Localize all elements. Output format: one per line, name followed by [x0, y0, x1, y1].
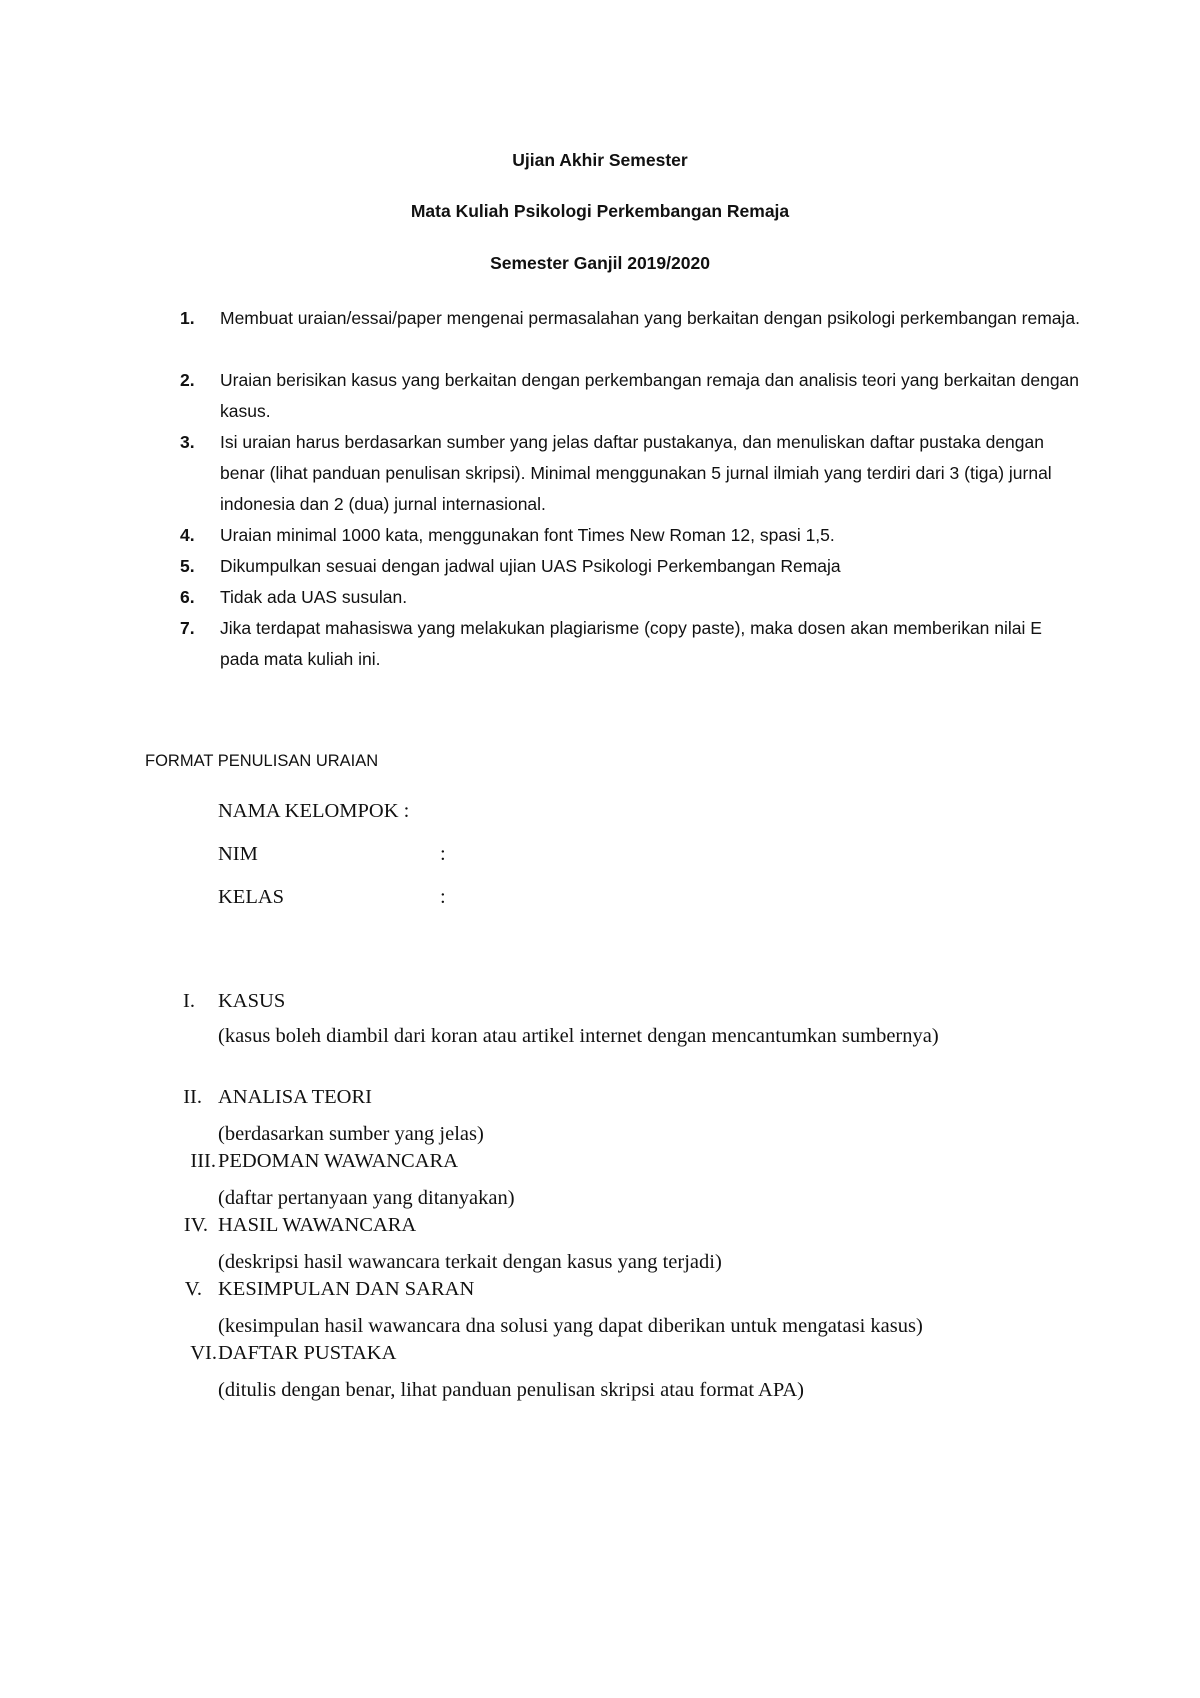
- rule-text: Uraian minimal 1000 kata, menggunakan font Times New Roman 12, spasi 1,5.: [220, 525, 835, 545]
- rule-text: Uraian berisikan kasus yang berkaitan dengan perkembangan remaja dan analisis teori yang berkaitan dengan kasus.: [220, 370, 1080, 421]
- section-number: II.: [183, 1086, 202, 1108]
- section-number: III.: [190, 1150, 216, 1172]
- section-description: (berdasarkan sumber yang jelas): [218, 1123, 484, 1145]
- rule-text: Dikumpulkan sesuai dengan jadwal ujian UAS Psikologi Perkembangan Remaja: [220, 556, 841, 576]
- rule-text: Tidak ada UAS susulan.: [220, 587, 408, 607]
- field-label: NIM: [218, 843, 258, 865]
- section-title: PEDOMAN WAWANCARA: [218, 1150, 459, 1172]
- section-title: ANALISA TEORI: [218, 1086, 372, 1108]
- section-description: (kasus boleh diambil dari koran atau artikel internet dengan mencantumkan sumbernya): [218, 1025, 939, 1047]
- field-colon: :: [440, 886, 446, 908]
- field-label: NAMA KELOMPOK :: [218, 800, 410, 822]
- section-title: HASIL WAWANCARA: [218, 1214, 417, 1236]
- rule-number: 5.: [180, 556, 195, 576]
- section-number: V.: [184, 1278, 202, 1300]
- rule-number: 2.: [180, 370, 195, 390]
- field-label: KELAS: [218, 886, 285, 908]
- section-title: KESIMPULAN DAN SARAN: [218, 1278, 475, 1300]
- section-number: I.: [183, 990, 195, 1012]
- rule-number: 1.: [180, 308, 195, 328]
- field-colon: :: [440, 843, 446, 865]
- rule-text: Isi uraian harus berdasarkan sumber yang jelas daftar pustakanya, dan menuliskan daftar pustaka dengan benar (lihat panduan penulisan skripsi). Minimal menggunakan 5 jurnal ilmiah yang terdiri dari 3 (tiga) jurnal indonesia dan 2 (dua) jurnal internasional.: [220, 432, 1052, 514]
- course-title: Mata Kuliah Psikologi Perkembangan Remaja: [410, 201, 790, 221]
- section-description: (deskripsi hasil wawancara terkait dengan kasus yang terjadi): [218, 1251, 722, 1273]
- section-title: DAFTAR PUSTAKA: [218, 1342, 397, 1364]
- rule-text: Membuat uraian/essai/paper mengenai permasalahan yang berkaitan dengan psikologi perkembangan remaja.: [220, 308, 1080, 328]
- rule-number: 7.: [180, 618, 195, 638]
- format-heading: FORMAT PENULISAN URAIAN: [145, 752, 379, 770]
- exam-title: Ujian Akhir Semester: [512, 150, 688, 170]
- semester-title: Semester Ganjil 2019/2020: [490, 253, 710, 273]
- section-description: (daftar pertanyaan yang ditanyakan): [218, 1187, 515, 1209]
- section-number: VI.: [190, 1342, 217, 1364]
- section-title: KASUS: [218, 990, 286, 1012]
- rule-text: Jika terdapat mahasiswa yang melakukan plagiarisme (copy paste), maka dosen akan memberikan nilai E pada mata kuliah ini.: [220, 618, 1042, 669]
- rule-number: 4.: [180, 525, 195, 545]
- section-description: (ditulis dengan benar, lihat panduan penulisan skripsi atau format APA): [218, 1379, 804, 1401]
- section-description: (kesimpulan hasil wawancara dna solusi yang dapat diberikan untuk mengatasi kasus): [218, 1315, 923, 1337]
- section-number: IV.: [183, 1214, 208, 1236]
- rule-number: 3.: [180, 432, 195, 452]
- rule-number: 6.: [180, 587, 195, 607]
